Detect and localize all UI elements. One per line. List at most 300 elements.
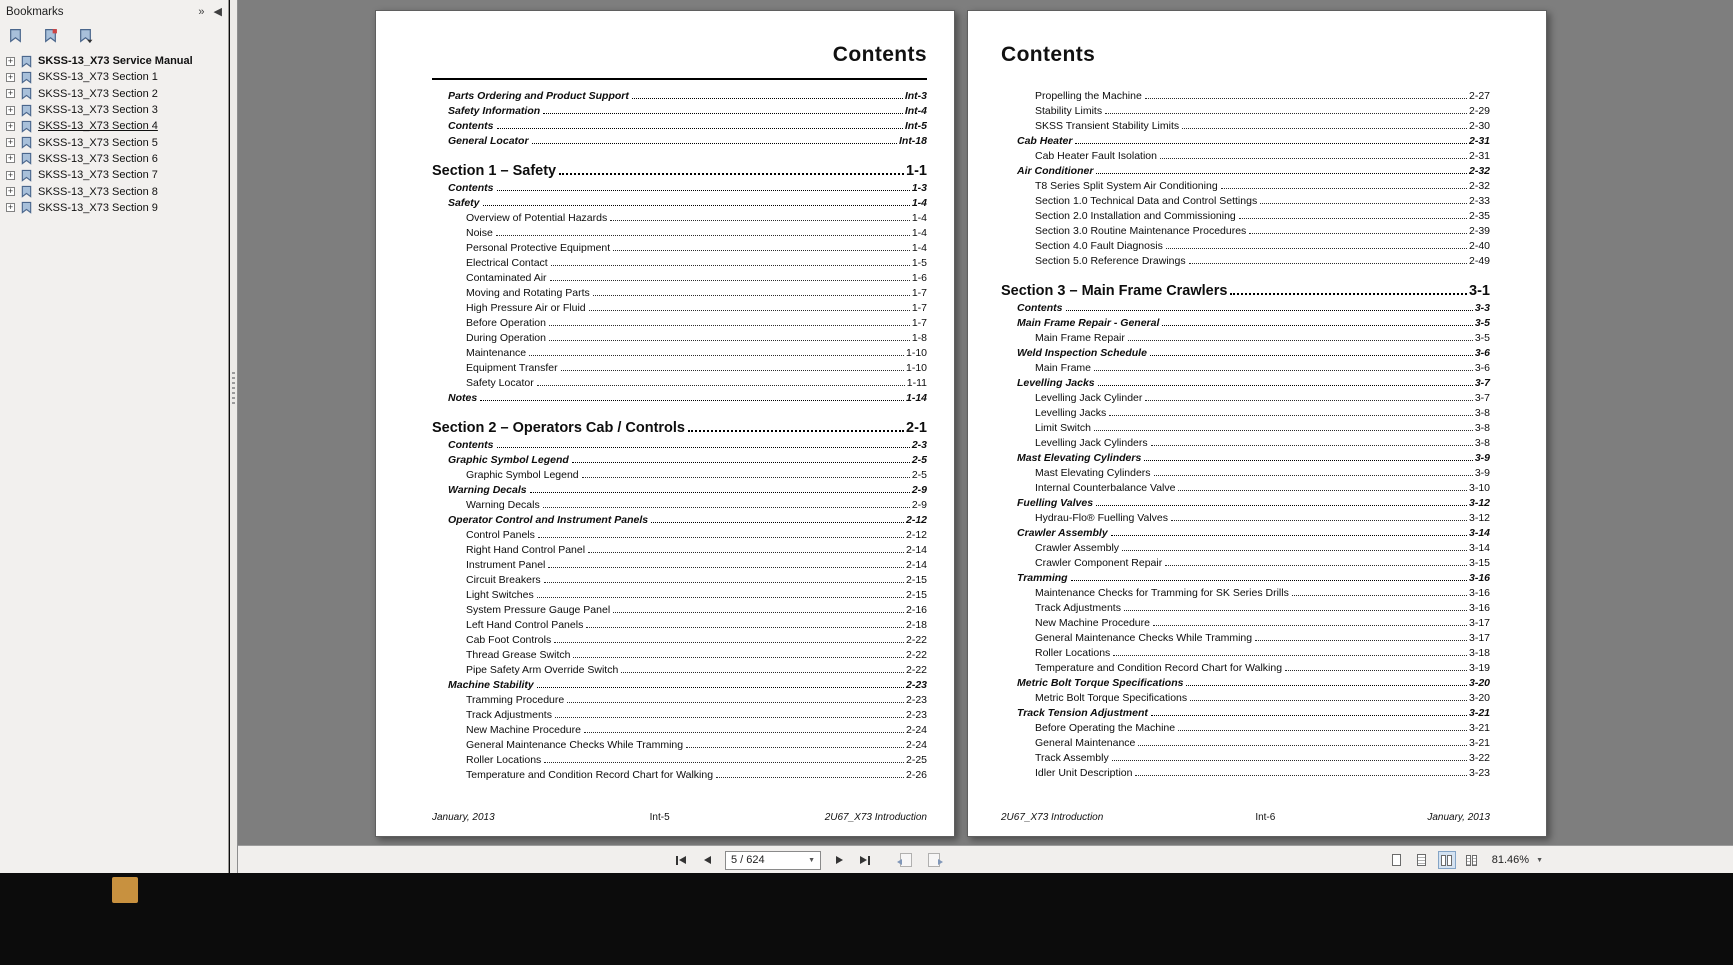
two-page-scrolling-icon[interactable]: [1463, 851, 1481, 869]
toc-entry[interactable]: [1001, 404, 1490, 419]
toc-entry[interactable]: [432, 721, 927, 736]
expand-icon[interactable]: [6, 106, 15, 115]
new-bookmark-icon[interactable]: [42, 27, 59, 44]
dot-leader: [1285, 670, 1467, 671]
toc-entry[interactable]: [432, 284, 927, 299]
bookmark-item[interactable]: [0, 167, 228, 183]
toc-entry[interactable]: [432, 541, 927, 556]
taskbar-app-icon[interactable]: [112, 877, 138, 903]
toc-entry[interactable]: [432, 239, 927, 254]
bookmark-label[interactable]: SKSS-13_X73 Section 6: [38, 152, 158, 165]
dot-leader: [550, 280, 910, 281]
toc-entry[interactable]: [1001, 132, 1490, 147]
expand-icon[interactable]: [6, 73, 15, 82]
toc-entry-page: 3-10: [1468, 482, 1490, 494]
toc-entry-label: Levelling Jacks: [1017, 377, 1095, 389]
toc-entry-page: 2-23: [905, 709, 927, 721]
toc-entry-label: High Pressure Air or Fluid: [466, 302, 586, 314]
dot-leader: [1094, 370, 1473, 371]
dot-leader: [1260, 203, 1467, 204]
footer-folio: Int-6: [1255, 812, 1276, 823]
toc-entry-label: Equipment Transfer: [466, 362, 558, 374]
toc-entry-page: 2-23: [905, 694, 927, 706]
toc-entry[interactable]: [1001, 719, 1490, 734]
toc-entry[interactable]: [432, 132, 927, 147]
toc-entry[interactable]: [1001, 117, 1490, 132]
panel-splitter[interactable]: [230, 0, 238, 873]
dot-leader: [537, 687, 904, 688]
toc-entry-label: Cab Foot Controls: [466, 634, 552, 646]
toc-entry-label: Track Tension Adjustment: [1017, 707, 1148, 719]
dot-leader: [1098, 385, 1473, 386]
toc-entry[interactable]: [432, 586, 927, 601]
bookmark-icon: [20, 120, 33, 133]
bookmark-item[interactable]: [0, 200, 228, 216]
toc-entry[interactable]: [1001, 162, 1490, 177]
bookmark-icon: [20, 152, 33, 165]
toc-entry[interactable]: [1001, 764, 1490, 779]
dot-leader: [554, 642, 904, 643]
toc-entry-label: Main Frame Repair: [1035, 332, 1125, 344]
toc-entry-label: Safety Locator: [466, 377, 534, 389]
toc-entry[interactable]: [432, 344, 927, 359]
toc-entry[interactable]: [432, 616, 927, 631]
toc-entry-label: Contents: [448, 182, 494, 194]
toc-entry-page: 2-22: [905, 634, 927, 646]
previous-page-icon: [704, 856, 711, 864]
toc-entry-page: 3-19: [1468, 662, 1490, 674]
bookmark-label[interactable]: SKSS-13_X73 Section 7: [38, 169, 158, 182]
view-controls: [1388, 846, 1543, 874]
toc-entry[interactable]: [432, 102, 927, 117]
toc-entry[interactable]: [432, 646, 927, 661]
toc-entry-page: 2-15: [905, 574, 927, 586]
toc-entry-label: Section 3.0 Routine Maintenance Procedures: [1035, 225, 1247, 237]
single-page-view-icon[interactable]: [1388, 851, 1406, 869]
toc-entry[interactable]: [432, 314, 927, 329]
last-page-icon: [860, 856, 870, 865]
toc-entry[interactable]: [432, 374, 927, 389]
toc-entry-page: 3-5: [1474, 332, 1490, 344]
toc-entry-label: Contaminated Air: [466, 272, 547, 284]
expand-icon[interactable]: [6, 57, 15, 66]
next-view-button[interactable]: [922, 849, 946, 871]
toc-entry[interactable]: [1001, 359, 1490, 374]
toc-entry[interactable]: [1001, 222, 1490, 237]
toc-entry[interactable]: [432, 691, 927, 706]
toc-entry-label: Right Hand Control Panel: [466, 544, 586, 556]
toc-entry-label: Levelling Jack Cylinders: [1035, 437, 1148, 449]
toc-entry-page: 3-23: [1468, 767, 1490, 779]
page-dropdown-icon[interactable]: ▼: [808, 856, 815, 864]
toc-entry-label: Cab Heater: [1017, 135, 1073, 147]
dot-leader: [632, 98, 903, 99]
toc-entry-page: 2-29: [1468, 105, 1490, 117]
toc-entry[interactable]: [1001, 419, 1490, 434]
toc-entry[interactable]: [432, 299, 927, 314]
toc-entry[interactable]: [1001, 237, 1490, 252]
footer-doc-title: 2U67_X73 Introduction: [824, 812, 927, 823]
toc-entry-label: Operator Control and Instrument Panels: [448, 514, 649, 526]
toc-entry-label: Cab Heater Fault Isolation: [1035, 150, 1157, 162]
toc-entry[interactable]: [1001, 314, 1490, 329]
expand-icon[interactable]: [6, 154, 15, 163]
previous-view-icon: [900, 853, 912, 867]
toc-entry-label: Mast Elevating Cylinders: [1035, 467, 1151, 479]
dot-leader: [1292, 595, 1467, 596]
toc-entry-page: 1-14: [905, 392, 927, 404]
toc-entry-page: 3-7: [1474, 392, 1490, 404]
bookmarks-panel: [0, 0, 229, 873]
toc-entry-page: 2-1: [906, 420, 927, 436]
dot-leader: [573, 657, 904, 658]
dot-leader: [1190, 700, 1467, 701]
toc-entry-page: 3-12: [1468, 512, 1490, 524]
bookmark-icon: [20, 55, 33, 68]
expand-icon[interactable]: [6, 203, 15, 212]
toc-entry[interactable]: [432, 389, 927, 404]
toc-entry[interactable]: [432, 706, 927, 721]
toc-entry[interactable]: [432, 466, 927, 481]
toc-entry[interactable]: [1001, 344, 1490, 359]
toc-entry-page: 3-7: [1474, 377, 1490, 389]
next-view-icon: [928, 853, 940, 867]
zoom-level-value[interactable]: 81.46%: [1491, 854, 1530, 866]
next-page-button[interactable]: [828, 849, 850, 871]
toc-entry-page: 3-1: [1469, 283, 1490, 299]
toc-entry[interactable]: [432, 209, 927, 224]
toc-entry-page: 3-9: [1474, 467, 1490, 479]
zoom-dropdown-icon[interactable]: ▼: [1536, 856, 1543, 864]
bookmark-label[interactable]: SKSS-13_X73 Section 4: [38, 120, 158, 133]
bookmark-icon: [20, 185, 33, 198]
toc-entry[interactable]: [1001, 299, 1490, 314]
bookmark-label[interactable]: SKSS-13_X73 Service Manual: [38, 55, 193, 68]
toc-entry[interactable]: [1001, 569, 1490, 584]
toc-entry-label: Circuit Breakers: [466, 574, 541, 586]
toc-entry-label: General Maintenance Checks While Tramming: [466, 739, 684, 751]
page-navigation: [670, 846, 946, 874]
toc-entry[interactable]: [432, 661, 927, 676]
toc-entry[interactable]: [432, 766, 927, 781]
toc-entry-label: General Maintenance: [1035, 737, 1136, 749]
next-page-icon: [836, 856, 843, 864]
toc-entry-label: Section 4.0 Fault Diagnosis: [1035, 240, 1163, 252]
toc-entry[interactable]: [432, 631, 927, 646]
toc-entry-label: Weld Inspection Schedule: [1017, 347, 1147, 359]
dot-leader: [1171, 520, 1467, 521]
toc-entry-page: 3-20: [1468, 692, 1490, 704]
bookmark-item[interactable]: [0, 69, 228, 85]
toc-entry[interactable]: [1001, 509, 1490, 524]
toc-entry-label: Warning Decals: [448, 484, 527, 496]
toc-entry[interactable]: [1001, 524, 1490, 539]
toc-entry[interactable]: [432, 676, 927, 691]
bookmark-options-icon[interactable]: [77, 27, 94, 44]
document-canvas[interactable]: [238, 0, 1733, 845]
toc-entry-page: 3-6: [1474, 362, 1490, 374]
dot-leader: [686, 747, 904, 748]
toc-entry[interactable]: [1001, 147, 1490, 162]
toc-entry-page: 3-17: [1468, 632, 1490, 644]
bookmarks-panel-header: [0, 0, 228, 24]
last-page-button[interactable]: [854, 849, 876, 871]
dot-leader: [532, 143, 897, 144]
toc-entry-label: Mast Elevating Cylinders: [1017, 452, 1142, 464]
dot-leader: [1162, 325, 1472, 326]
toc-entry[interactable]: [432, 269, 927, 284]
dot-leader: [559, 173, 904, 175]
dot-leader: [1154, 475, 1473, 476]
toc-entry-page: 3-16: [1468, 587, 1490, 599]
bookmark-item[interactable]: [0, 53, 228, 69]
bookmark-item[interactable]: [0, 183, 228, 199]
toc-entry[interactable]: [432, 254, 927, 269]
toc-entry-page: 3-18: [1468, 647, 1490, 659]
toc-entry[interactable]: [432, 511, 927, 526]
toc-entry-label: Light Switches: [466, 589, 534, 601]
toc-entry-label: Roller Locations: [1035, 647, 1111, 659]
toc-entry[interactable]: [432, 417, 927, 436]
toc-entry[interactable]: [1001, 749, 1490, 764]
toc-entry[interactable]: [1001, 584, 1490, 599]
toc-entry[interactable]: [1001, 87, 1490, 102]
bookmark-label[interactable]: SKSS-13_X73 Section 5: [38, 136, 158, 149]
toc-entry-page: 2-9: [911, 499, 927, 511]
toc-entry-page: 2-32: [1468, 180, 1490, 192]
dot-leader: [548, 567, 904, 568]
toc-entry[interactable]: [1001, 689, 1490, 704]
bookmark-icon: [20, 136, 33, 149]
toc-entry[interactable]: [1001, 252, 1490, 267]
scrolling-view-icon[interactable]: [1413, 851, 1431, 869]
page-title: Contents: [832, 43, 927, 66]
toc-entry[interactable]: [1001, 329, 1490, 344]
dot-leader: [593, 295, 910, 296]
toc-entry-page: Int-18: [898, 135, 927, 147]
toc-entry-page: 1-5: [911, 257, 927, 269]
toc-entry[interactable]: [432, 359, 927, 374]
bookmark-item[interactable]: [0, 118, 228, 134]
taskbar: [0, 873, 1733, 965]
toc-entry-page: 2-30: [1468, 120, 1490, 132]
splitter-grip-icon[interactable]: [232, 372, 235, 406]
toc-entry[interactable]: [1001, 554, 1490, 569]
dot-leader: [1150, 355, 1473, 356]
dot-leader: [1178, 730, 1467, 731]
dot-leader: [588, 552, 904, 553]
toc-entry[interactable]: [432, 179, 927, 194]
toc-entry-page: 2-12: [905, 529, 927, 541]
expand-icon[interactable]: [6, 89, 15, 98]
toc-entry[interactable]: [432, 451, 927, 466]
bookmark-label[interactable]: SKSS-13_X73 Section 1: [38, 71, 158, 84]
dot-leader: [530, 492, 910, 493]
toc-entry[interactable]: [432, 526, 927, 541]
bookmark-label[interactable]: SKSS-13_X73 Section 3: [38, 104, 158, 117]
toc-entry[interactable]: [1001, 629, 1490, 644]
dot-leader: [1111, 535, 1467, 536]
dot-leader: [1230, 293, 1467, 295]
toc-entry-label: General Locator: [448, 135, 529, 147]
collapse-panel-icon[interactable]: ◀: [213, 6, 222, 18]
toc-entry-page: 2-15: [905, 589, 927, 601]
dot-leader: [613, 612, 904, 613]
bookmark-item[interactable]: [0, 102, 228, 118]
toc-entry-page: 2-5: [911, 454, 927, 466]
toc-entry-page: 1-7: [911, 302, 927, 314]
bookmark-item[interactable]: [0, 86, 228, 102]
toc-entry[interactable]: [432, 329, 927, 344]
toc-entry-label: Maintenance Checks for Tramming for SK Series Drills: [1035, 587, 1289, 599]
toc-entry[interactable]: [1001, 389, 1490, 404]
toc-entry[interactable]: [1001, 192, 1490, 207]
toc-entry[interactable]: [432, 160, 927, 179]
expand-current-bookmark-icon[interactable]: [7, 27, 24, 44]
page-number-box[interactable]: [725, 851, 821, 870]
first-page-button[interactable]: [670, 849, 692, 871]
toc-entry[interactable]: [432, 87, 927, 102]
toc-entry[interactable]: [432, 496, 927, 511]
toc-entry-label: Warning Decals: [466, 499, 540, 511]
toc-entry-page: 2-35: [1468, 210, 1490, 222]
toc-entry[interactable]: [1001, 659, 1490, 674]
dot-leader: [1096, 505, 1467, 506]
toc-entry[interactable]: [1001, 434, 1490, 449]
dot-leader: [1151, 715, 1467, 716]
toc-entry-label: Fuelling Valves: [1017, 497, 1094, 509]
toc-entry[interactable]: [1001, 449, 1490, 464]
toc-entry-page: 2-26: [905, 769, 927, 781]
dot-leader: [544, 762, 904, 763]
footer-folio: Int-5: [649, 812, 670, 823]
toc-entry-page: 3-16: [1468, 572, 1490, 584]
toc-entry-page: 1-3: [911, 182, 927, 194]
first-page-icon: [676, 856, 686, 865]
toc-entry-page: 2-14: [905, 559, 927, 571]
toc-entry[interactable]: [1001, 614, 1490, 629]
dot-leader: [1182, 128, 1467, 129]
toc-entry[interactable]: [1001, 280, 1490, 299]
toc-entry-label: Section 2 – Operators Cab / Controls: [432, 420, 685, 436]
dot-leader: [586, 627, 904, 628]
dot-leader: [497, 447, 910, 448]
toc-entry[interactable]: [1001, 674, 1490, 689]
toc-entry-page: 3-3: [1474, 302, 1490, 314]
toc-entry-label: Notes: [448, 392, 478, 404]
toc-entry[interactable]: [1001, 539, 1490, 554]
toc-entry-page: 1-10: [905, 362, 927, 374]
bookmark-label[interactable]: SKSS-13_X73 Section 8: [38, 185, 158, 198]
expand-icon[interactable]: [6, 122, 15, 131]
toc-entry[interactable]: [1001, 102, 1490, 117]
bookmarks-toolbar: [0, 24, 228, 50]
toc-entry[interactable]: [432, 436, 927, 451]
toc-entry[interactable]: [1001, 464, 1490, 479]
previous-page-button[interactable]: [696, 849, 718, 871]
two-page-view-icon[interactable]: [1438, 851, 1456, 869]
dot-leader: [1071, 580, 1467, 581]
toc-entry-label: T8 Series Split System Air Conditioning: [1035, 180, 1218, 192]
dot-leader: [1109, 415, 1473, 416]
dot-leader: [610, 220, 910, 221]
toc-entry[interactable]: [432, 751, 927, 766]
toc-entry-label: Tramming: [1017, 572, 1068, 584]
toc-entry[interactable]: [432, 194, 927, 209]
dot-leader: [1178, 490, 1467, 491]
toc-entry[interactable]: [432, 601, 927, 616]
previous-view-button[interactable]: [894, 849, 918, 871]
toc-entry[interactable]: [1001, 177, 1490, 192]
toc-entry-page: 2-39: [1468, 225, 1490, 237]
dot-leader: [1096, 173, 1467, 174]
toc-entry-label: Levelling Jacks: [1035, 407, 1107, 419]
page-title: Contents: [1001, 43, 1096, 66]
toc-entry-page: 3-21: [1468, 722, 1490, 734]
bookmark-label[interactable]: SKSS-13_X73 Section 2: [38, 87, 158, 100]
toc-entry-label: Track Assembly: [1035, 752, 1109, 764]
toc-entry-page: 2-32: [1468, 165, 1490, 177]
dot-leader: [543, 507, 910, 508]
footer-date: January, 2013: [432, 812, 495, 823]
toc-entry[interactable]: [1001, 494, 1490, 509]
dot-leader: [537, 385, 905, 386]
dot-leader: [1145, 98, 1467, 99]
toc-entry-page: 3-22: [1468, 752, 1490, 764]
toc-entry[interactable]: [1001, 374, 1490, 389]
toc-entry-label: Parts Ordering and Product Support: [448, 90, 629, 102]
dot-leader: [483, 205, 910, 206]
dot-leader: [1094, 430, 1473, 431]
toc-entry-page: 3-21: [1468, 737, 1490, 749]
expand-panels-icon[interactable]: »: [198, 6, 205, 18]
toc-entry-page: 2-40: [1468, 240, 1490, 252]
toc-entry[interactable]: [432, 481, 927, 496]
toc-entry[interactable]: [1001, 207, 1490, 222]
toc-entry[interactable]: [1001, 644, 1490, 659]
toc-entry[interactable]: [432, 117, 927, 132]
bookmark-item[interactable]: [0, 151, 228, 167]
dot-leader: [1189, 263, 1467, 264]
toc-entry[interactable]: [1001, 704, 1490, 719]
footer-date: January, 2013: [1427, 812, 1490, 823]
expand-icon[interactable]: [6, 171, 15, 180]
bookmark-item[interactable]: [0, 134, 228, 150]
toc-entry[interactable]: [432, 224, 927, 239]
toc-entry-label: Levelling Jack Cylinder: [1035, 392, 1143, 404]
toc-entry[interactable]: [1001, 734, 1490, 749]
footer-doc-title: 2U67_X73 Introduction: [1001, 812, 1104, 823]
toc-entry[interactable]: [1001, 599, 1490, 614]
toc-entry-page: 3-8: [1474, 437, 1490, 449]
toc-entry-page: 1-8: [911, 332, 927, 344]
bookmark-icon: [20, 201, 33, 214]
toc-entry[interactable]: [432, 571, 927, 586]
toc-entry-label: Metric Bolt Torque Specifications: [1017, 677, 1184, 689]
expand-icon[interactable]: [6, 187, 15, 196]
toc-entry-page: Int-3: [904, 90, 927, 102]
toc-entry-page: 2-16: [905, 604, 927, 616]
toc-entry[interactable]: [432, 556, 927, 571]
expand-icon[interactable]: [6, 138, 15, 147]
toc-entry[interactable]: [432, 736, 927, 751]
toc-entry[interactable]: [1001, 479, 1490, 494]
toc-entry-label: Electrical Contact: [466, 257, 548, 269]
bookmark-label[interactable]: SKSS-13_X73 Section 9: [38, 201, 158, 214]
dot-leader: [621, 672, 904, 673]
toc-entry-page: 3-15: [1468, 557, 1490, 569]
dot-leader: [1122, 550, 1467, 551]
